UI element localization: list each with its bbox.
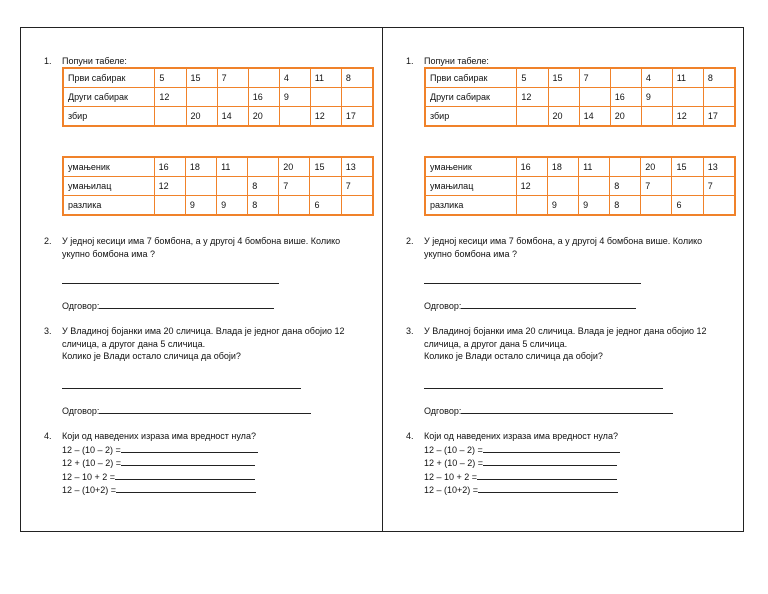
table-cell: 7 <box>279 177 310 196</box>
table-cell[interactable] <box>516 196 547 216</box>
table-cell: 11 <box>579 157 610 177</box>
table-cell[interactable] <box>155 107 186 127</box>
expression: 12 – (10+2) = <box>62 485 117 495</box>
text-line: Колико је Влади остало сличица да обоји? <box>424 351 603 361</box>
table-cell: 7 <box>703 177 735 196</box>
answer-line[interactable] <box>478 483 618 493</box>
work-line[interactable] <box>62 273 279 284</box>
table-cell[interactable] <box>341 196 373 216</box>
table-cell: 7 <box>341 177 373 196</box>
table-cell: 12 <box>517 88 548 107</box>
table-cell[interactable] <box>279 196 310 216</box>
table-cell: 11 <box>310 68 341 88</box>
table-cell: 17 <box>341 107 373 127</box>
question-2 <box>44 235 374 260</box>
question-number: 2. <box>406 236 414 246</box>
answer-line[interactable] <box>483 456 617 466</box>
answer-row <box>424 299 736 313</box>
table-cell: 4 <box>279 68 310 88</box>
table-cell: 9 <box>641 88 672 107</box>
table-cell[interactable] <box>579 88 610 107</box>
table-addition <box>62 67 374 127</box>
table-cell: 14 <box>579 107 610 127</box>
table-cell: 16 <box>248 88 279 107</box>
answer-line[interactable] <box>461 299 636 309</box>
question-3 <box>44 325 374 363</box>
q2-work-line <box>44 273 374 284</box>
table-cell[interactable] <box>154 196 185 216</box>
table-subtraction-wrap <box>406 156 736 216</box>
question-number: 4. <box>406 431 414 441</box>
expression-row <box>424 443 736 457</box>
row-label: Први сабирак <box>425 68 517 88</box>
table-cell[interactable] <box>610 68 641 88</box>
table-row <box>425 157 735 177</box>
row-label: Други сабирак <box>63 88 155 107</box>
question-3-text <box>424 325 736 363</box>
table-subtraction <box>62 156 374 216</box>
table-cell: 6 <box>310 196 341 216</box>
table-cell[interactable] <box>310 88 341 107</box>
table-row <box>425 107 735 127</box>
answer-row <box>62 404 374 418</box>
question-3-text <box>62 325 374 363</box>
question-4-title: Који од наведених израза има вредност нула? <box>62 431 256 441</box>
table-cell: 9 <box>217 196 248 216</box>
table-cell: 7 <box>579 68 610 88</box>
expression-row <box>62 443 374 457</box>
table-cell: 12 <box>155 88 186 107</box>
table-cell: 16 <box>154 157 185 177</box>
row-label: умањеник <box>425 157 516 177</box>
table-cell: 11 <box>217 157 248 177</box>
table-row <box>63 196 373 216</box>
table-row <box>425 68 735 88</box>
row-label: Други сабирак <box>425 88 517 107</box>
table-cell[interactable] <box>185 177 216 196</box>
table-cell: 12 <box>516 177 547 196</box>
table-cell[interactable] <box>547 177 578 196</box>
table-cell[interactable] <box>579 177 610 196</box>
table-cell: 20 <box>548 107 579 127</box>
question-4 <box>44 430 374 497</box>
answer-label: Одговор: <box>424 301 462 311</box>
expression: 12 + (10 – 2) = <box>424 458 484 468</box>
table-cell: 18 <box>185 157 216 177</box>
table-cell: 12 <box>154 177 185 196</box>
worksheet-left <box>21 28 382 531</box>
expression: 12 – 10 + 2 = <box>62 471 116 482</box>
answer-line[interactable] <box>121 443 258 453</box>
table-cell: 8 <box>610 196 641 216</box>
table-cell: 5 <box>155 68 186 88</box>
table-cell[interactable] <box>703 196 735 216</box>
expression-row <box>424 483 736 497</box>
table-cell[interactable] <box>217 177 248 196</box>
q2-work-line <box>406 273 736 284</box>
answer-line[interactable] <box>116 483 256 493</box>
table-cell: 9 <box>579 196 610 216</box>
answer-line[interactable] <box>99 299 274 309</box>
row-label: умањилац <box>425 177 516 196</box>
question-2-text <box>424 235 736 260</box>
table-cell: 20 <box>248 107 279 127</box>
question-number: 4. <box>44 431 52 441</box>
answer-line[interactable] <box>115 470 255 480</box>
answer-label: Одговор: <box>62 301 100 311</box>
answer-line[interactable] <box>99 404 311 414</box>
question-2 <box>406 235 736 260</box>
question-4-body <box>62 430 374 497</box>
table-cell: 8 <box>703 68 735 88</box>
text-line: Колико је Влади остало сличица да обоји? <box>62 351 241 361</box>
question-number: 1. <box>44 56 52 66</box>
table-row <box>425 88 735 107</box>
expression: 12 + (10 – 2) = <box>62 458 122 468</box>
q3-answer <box>406 404 736 418</box>
table-cell: 8 <box>248 196 279 216</box>
table-cell: 20 <box>279 157 310 177</box>
q2-answer <box>44 299 374 313</box>
table-row <box>63 88 373 107</box>
expression-row <box>62 483 374 497</box>
work-line[interactable] <box>424 273 641 284</box>
expression-row <box>62 470 374 484</box>
table-cell: 15 <box>310 157 341 177</box>
table-row <box>425 177 735 196</box>
table-cell[interactable] <box>517 107 548 127</box>
table-row <box>425 196 735 216</box>
table-cell: 13 <box>703 157 735 177</box>
table-cell[interactable] <box>341 88 373 107</box>
table-cell: 16 <box>516 157 547 177</box>
table-cell: 15 <box>186 68 217 88</box>
table-subtraction-wrap <box>44 156 374 216</box>
table-cell: 4 <box>641 68 672 88</box>
worksheet-right <box>383 28 744 531</box>
q3-work-line <box>406 378 736 389</box>
table-cell: 9 <box>547 196 578 216</box>
text-line: У једној кесици има 7 бомбона, а у другој 4 бомбона више. Колико <box>62 236 341 246</box>
table-cell: 8 <box>248 177 279 196</box>
table-cell[interactable] <box>248 68 279 88</box>
work-line[interactable] <box>424 378 663 389</box>
table-cell[interactable] <box>672 177 703 196</box>
row-label: разлика <box>425 196 516 216</box>
expression: 12 – 10 + 2 = <box>424 471 478 482</box>
table-cell: 15 <box>548 68 579 88</box>
row-label: умањеник <box>63 157 154 177</box>
table-cell: 8 <box>610 177 641 196</box>
text-line: укупно бомбона има ? <box>62 248 155 259</box>
table-cell: 14 <box>217 107 248 127</box>
expression-row <box>62 456 374 470</box>
text-line: укупно бомбона има ? <box>424 248 517 259</box>
row-label: умањилац <box>63 177 154 196</box>
table-row <box>63 68 373 88</box>
table-cell: 7 <box>641 177 672 196</box>
table-cell: 16 <box>610 88 641 107</box>
text-line: сличица, а другог дана 5 сличица. <box>62 338 206 349</box>
table-cell: 18 <box>547 157 578 177</box>
expression-row <box>424 470 736 484</box>
expression-row <box>424 456 736 470</box>
worksheet-page <box>20 27 744 532</box>
question-number: 2. <box>44 236 52 246</box>
table-addition-wrap <box>406 67 736 127</box>
table-cell[interactable] <box>641 196 672 216</box>
answer-line[interactable] <box>483 443 620 453</box>
work-line[interactable] <box>62 378 301 389</box>
expression: 12 – (10 – 2) = <box>62 444 121 455</box>
table-cell: 13 <box>341 157 373 177</box>
question-1-title: Попуни табеле: <box>62 56 127 66</box>
question-4-body <box>424 430 736 497</box>
table-cell[interactable] <box>248 157 279 177</box>
table-cell: 6 <box>672 196 703 216</box>
table-cell: 8 <box>341 68 373 88</box>
table-cell: 12 <box>310 107 341 127</box>
table-cell: 9 <box>279 88 310 107</box>
table-cell[interactable] <box>279 107 310 127</box>
expression: 12 – (10+2) = <box>424 485 479 495</box>
text-line: У једној кесици има 7 бомбона, а у другој 4 бомбона више. Колико <box>424 236 703 246</box>
table-addition <box>424 67 736 127</box>
q2-answer <box>406 299 736 313</box>
q3-work-line <box>44 378 374 389</box>
table-subtraction <box>424 156 736 216</box>
table-cell: 17 <box>703 107 735 127</box>
table-cell[interactable] <box>610 157 641 177</box>
table-cell[interactable] <box>641 107 672 127</box>
table-cell[interactable] <box>310 177 341 196</box>
question-4 <box>406 430 736 497</box>
table-cell: 7 <box>217 68 248 88</box>
table-addition-wrap <box>44 67 374 127</box>
text-line: У Владиној бојанки има 20 сличица. Влада је једног дана обојио 12 <box>424 326 707 336</box>
question-1 <box>406 55 736 68</box>
answer-label: Одговор: <box>62 406 100 416</box>
question-number: 3. <box>44 326 52 336</box>
question-1 <box>44 55 374 68</box>
table-cell: 20 <box>641 157 672 177</box>
question-2-text <box>62 235 374 260</box>
row-label: разлика <box>63 196 154 216</box>
table-cell: 15 <box>672 157 703 177</box>
question-4-title: Који од наведених израза има вредност нула? <box>424 431 618 441</box>
question-3 <box>406 325 736 363</box>
table-cell: 9 <box>185 196 216 216</box>
row-label: збир <box>425 107 517 127</box>
table-cell[interactable] <box>186 88 217 107</box>
answer-line[interactable] <box>121 456 255 466</box>
text-line: У Владиној бојанки има 20 сличица. Влада је једног дана обојио 12 <box>62 326 345 336</box>
question-1-title: Попуни табеле: <box>424 56 489 66</box>
question-number: 1. <box>406 56 414 66</box>
answer-line[interactable] <box>477 470 617 480</box>
answer-line[interactable] <box>461 404 673 414</box>
table-row <box>63 177 373 196</box>
table-cell[interactable] <box>548 88 579 107</box>
question-number: 3. <box>406 326 414 336</box>
text-line: сличица, а другог дана 5 сличица. <box>424 338 568 349</box>
table-cell: 20 <box>186 107 217 127</box>
table-cell[interactable] <box>703 88 735 107</box>
table-cell[interactable] <box>217 88 248 107</box>
row-label: Први сабирак <box>63 68 155 88</box>
q3-answer <box>44 404 374 418</box>
table-cell: 12 <box>672 107 703 127</box>
table-cell: 20 <box>610 107 641 127</box>
table-cell: 11 <box>672 68 703 88</box>
answer-row <box>424 404 736 418</box>
row-label: збир <box>63 107 155 127</box>
table-cell: 5 <box>517 68 548 88</box>
expression: 12 – (10 – 2) = <box>424 444 483 455</box>
table-cell[interactable] <box>672 88 703 107</box>
answer-row <box>62 299 374 313</box>
answer-label: Одговор: <box>424 406 462 416</box>
table-row <box>63 107 373 127</box>
table-row <box>63 157 373 177</box>
